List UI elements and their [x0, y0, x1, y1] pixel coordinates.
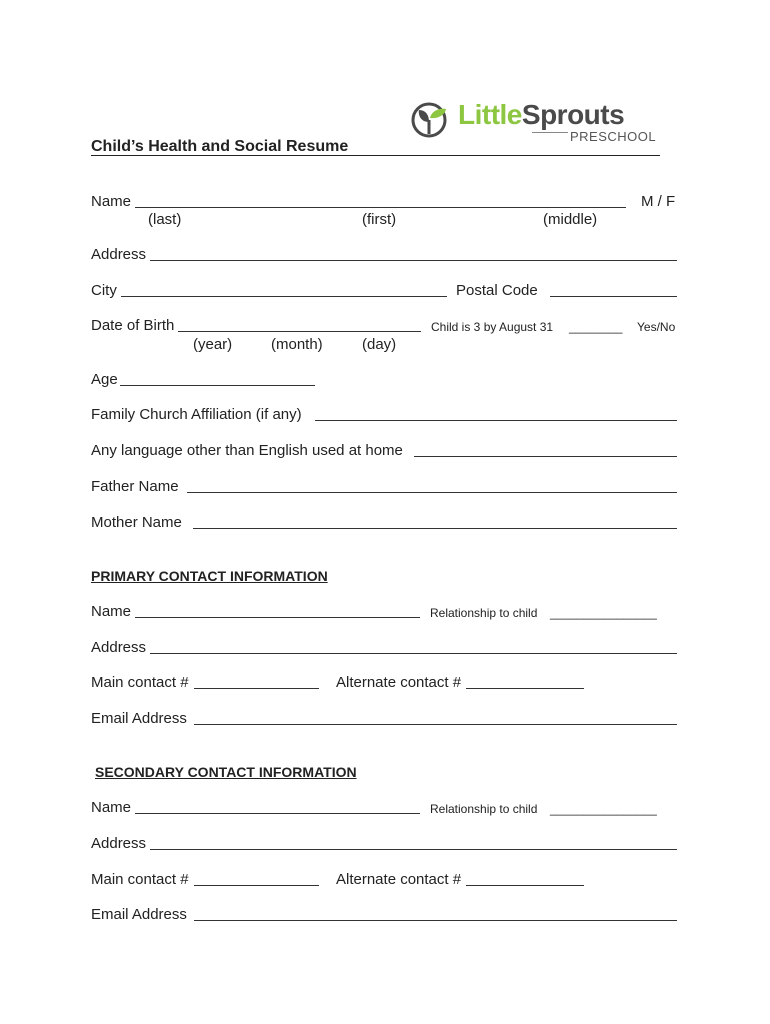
age-label: Age — [91, 371, 118, 388]
name-sub-middle: (middle) — [543, 211, 598, 228]
logo-word-little: Little — [458, 99, 522, 130]
child-address-label: Address — [91, 246, 147, 263]
gender-label: M / F — [641, 193, 676, 210]
secondary-email-field[interactable] — [194, 920, 677, 921]
child-name-field[interactable] — [135, 207, 626, 208]
secondary-relationship-field[interactable]: ________________ — [550, 802, 657, 816]
primary-main-contact-field[interactable] — [194, 688, 319, 689]
sprout-icon — [410, 100, 452, 142]
age-field[interactable] — [120, 385, 315, 386]
primary-address-field[interactable] — [150, 653, 677, 654]
secondary-email-label: Email Address — [91, 906, 187, 923]
secondary-name-field[interactable] — [135, 813, 420, 814]
postal-code-label: Postal Code — [456, 282, 538, 299]
church-field[interactable] — [315, 420, 677, 421]
primary-name-field[interactable] — [135, 617, 420, 618]
secondary-main-contact-field[interactable] — [194, 885, 319, 886]
language-label: Any language other than English used at home — [91, 442, 403, 459]
child-name-label: Name — [91, 193, 132, 210]
dob-sub-month: (month) — [271, 336, 323, 353]
secondary-name-label: Name — [91, 799, 132, 816]
secondary-alt-contact-field[interactable] — [466, 885, 584, 886]
name-sub-last: (last) — [148, 211, 182, 228]
city-field[interactable] — [121, 296, 447, 297]
mother-name-label: Mother Name — [91, 514, 182, 531]
secondary-main-contact-label: Main contact # — [91, 871, 189, 888]
primary-contact-heading: PRIMARY CONTACT INFORMATION — [91, 568, 328, 584]
august-label: Child is 3 by August 31 — [431, 320, 554, 334]
page-title: Child’s Health and Social Resume — [91, 138, 349, 155]
mother-name-field[interactable] — [193, 528, 677, 529]
logo-subtitle: PRESCHOOL — [570, 129, 657, 144]
secondary-contact-heading: SECONDARY CONTACT INFORMATION — [95, 764, 357, 780]
primary-email-label: Email Address — [91, 710, 187, 727]
church-label: Family Church Affiliation (if any) — [91, 406, 302, 423]
august-yes-no: Yes/No — [637, 320, 676, 334]
august-field[interactable]: ________ — [569, 320, 623, 334]
father-name-label: Father Name — [91, 478, 179, 495]
logo-divider — [532, 132, 568, 133]
language-field[interactable] — [414, 456, 677, 457]
logo-wordmark — [458, 98, 624, 132]
secondary-alt-contact-label: Alternate contact # — [336, 871, 462, 888]
primary-relationship-label: Relationship to child — [430, 606, 538, 620]
logo-word-sprouts: Sprouts — [521, 99, 625, 130]
child-address-field[interactable] — [150, 260, 677, 261]
primary-main-contact-label: Main contact # — [91, 674, 189, 691]
primary-email-field[interactable] — [194, 724, 677, 725]
name-sub-first: (first) — [362, 211, 397, 228]
secondary-relationship-label: Relationship to child — [430, 802, 538, 816]
postal-code-field[interactable] — [550, 296, 677, 297]
primary-alt-contact-label: Alternate contact # — [336, 674, 462, 691]
dob-sub-year: (year) — [193, 336, 233, 353]
preschool-logo — [410, 98, 660, 148]
secondary-address-label: Address — [91, 835, 147, 852]
secondary-address-field[interactable] — [150, 849, 677, 850]
primary-address-label: Address — [91, 639, 147, 656]
city-label: City — [91, 282, 117, 299]
father-name-field[interactable] — [187, 492, 677, 493]
dob-label: Date of Birth — [91, 317, 175, 334]
primary-name-label: Name — [91, 603, 132, 620]
dob-sub-day: (day) — [362, 336, 397, 353]
primary-relationship-field[interactable]: ________________ — [550, 606, 657, 620]
primary-alt-contact-field[interactable] — [466, 688, 584, 689]
dob-field[interactable] — [178, 331, 421, 332]
title-rule — [91, 155, 660, 156]
